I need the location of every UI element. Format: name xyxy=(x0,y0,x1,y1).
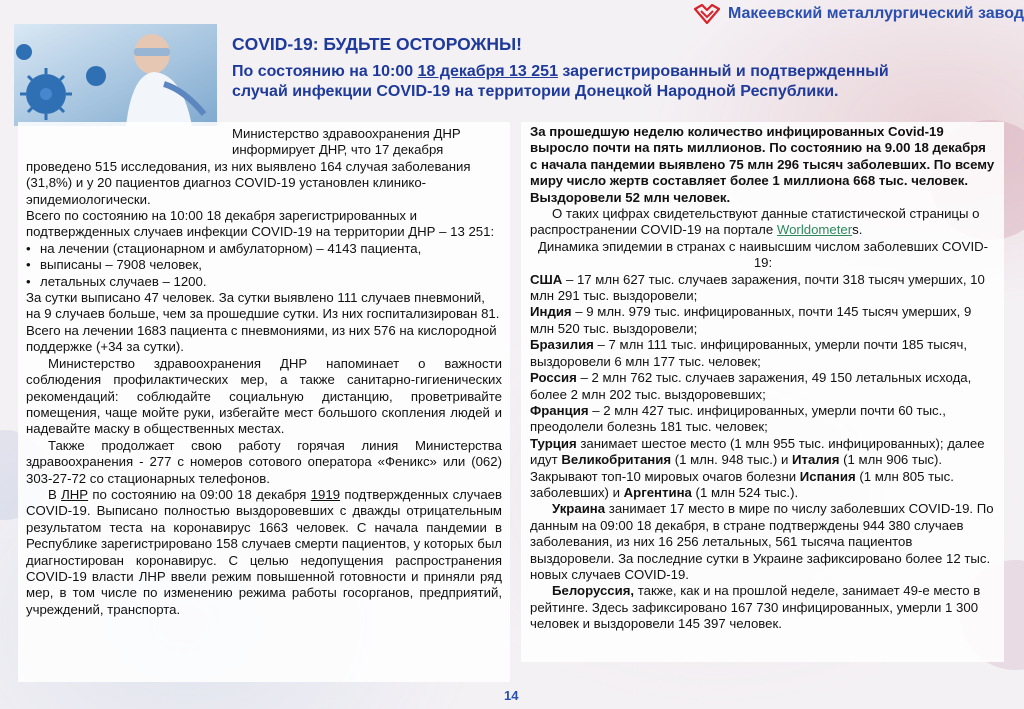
country-turkey-top10: Турция занимает шестое место (1 млн 955 тыс. инфицированных); далее идут Великобритания (1 млн. 948 тыс.) и Италия (1 млн 906 тыс). Закрывают топ-10 мировых очагов болезни Испания (1 млн 805 тыс. заболевших) и Аргентина (1 млн 524 тыс.). xyxy=(530,435,985,500)
lnr-count: 1919 xyxy=(310,486,341,502)
country-belarus: Белоруссия, также, как и на прошлой неделе, занимает 49-е место в рейтинге. Здесь зафиксировано 167 730 инфицированных, умерли 1 300 человек и выздоровели 145 397 человек. xyxy=(530,583,981,632)
country-brazil: Бразилия – 7 млн 111 тыс. инфицированных, умерли почти 185 тысяч, выздоровели 6 млн 177 тыс. человек; xyxy=(530,337,968,369)
dnr-bullet-treatment: • на лечении (стационарном и амбулаторном) – 4143 пациента, xyxy=(26,241,502,257)
lnr-link: ЛНР xyxy=(61,486,89,502)
dnr-bullet-deaths: • летальных случаев – 1200. xyxy=(26,274,502,290)
dynamics-title: Динамика эпидемии в странах с наивысшим числом заболевших COVID-19: xyxy=(537,238,989,271)
worldometers-link[interactable]: Worldometer xyxy=(776,222,853,238)
country-india: Индия – 9 млн. 979 тыс. инфицированных, почти 145 тысяч умерших, 9 млн 520 тыс. выздоровели; xyxy=(530,304,972,336)
world-summary-bold: За прошедшую неделю количество инфицированных Covid-19 выросло почти на пять миллионов. По состоянию на 9.00 18 декабря с начала пандемии выявлено 75 млн 296 тысяч заболевших. По всему миру число жертв составляет более 1 миллиона 668 тыс. человек. Выздоровели 52 млн человек. xyxy=(530,124,995,205)
company-name: Макеевский металлургический завод xyxy=(728,5,1024,22)
subtitle-date-count: 18 декабря 13 251 xyxy=(417,63,558,80)
country-france: Франция – 2 млн 427 тыс. инфицированных, умерли почти 60 тыс., преодолели болезнь 181 тыс. человек; xyxy=(530,402,946,435)
country-russia: Россия – 2 млн 762 тыс. случаев заражения, 49 150 летальных исхода, более 2 млн 202 тыс. выздоровевших; xyxy=(530,370,972,402)
lnr-text: В ЛНР по состоянию на 09:00 18 декабря 1919 подтвержденных случаев COVID-19. Выписано полностью выздоровевших с дважды отрицательным результатом теста на коронавирус 1663 человек. С начала пандемии в Республике зарегистрировано 158 случаев смерти пациентов, у которых был диагностирован коронавирус. С целью недопущения распространения COVID-19 власти ЛНР ввели режим повышенной готовности и приняли ряд мер, в том числе по изменению режима работы госорганов, предприятий, учреждений, транспорта. xyxy=(26,486,502,617)
page-title: COVID-19: БУДЬТЕ ОСТОРОЖНЫ! xyxy=(232,34,522,54)
dnr-intro-line2: информирует ДНР, что 17 декабря xyxy=(232,142,444,158)
dnr-intro-line1: Министерство здравоохранения ДНР xyxy=(232,126,461,141)
country-usa: США – 17 млн 627 тыс. случаев заражения, почти 318 тысяч умерших, 10 млн 291 тыс. выздоровели; xyxy=(530,271,985,304)
hero-image-lab-virus xyxy=(14,24,217,126)
dnr-intro-text: проведено 515 исследования, из них выявлено 164 случая заболевания (31,8%) и у 20 пациентов диагноз COVID-19 установлен клинико-эпидемиологически. xyxy=(26,158,471,207)
dnr-prevention-text: Министерство здравоохранения ДНР напоминает о важности соблюдения профилактических мер, а также санитарно-гигиенических рекомендаций: соблюдайте социальную дистанцию, проветривайте помещения, чаще мойте руки, избегайте мест большого скопления людей и надевайте маску в общественных местах. xyxy=(26,355,502,437)
right-column xyxy=(530,124,996,633)
page-subtitle: По состоянию на 10:00 18 декабря 13 251 зарегистрированный и подтвержденный случай инфекции COVID-19 на территории Донецкой Народной Республики. xyxy=(232,63,889,100)
company-logo-icon xyxy=(694,4,720,24)
dnr-bullet-discharged: • выписаны – 7908 человек, xyxy=(26,257,502,273)
dnr-daily-text: За сутки выписано 47 человек. За сутки выявлено 111 случаев пневмоний, на 9 случаев больше, чем за прошедшие сутки. Из них госпитализирован 81. Всего на лечении 1683 пациента с пневмониями, из них 576 на кислородной поддержке (+34 за сутки). xyxy=(26,290,500,355)
page-number: 14 xyxy=(504,688,519,703)
country-ukraine: Украина занимает 17 место в мире по числу заболевших COVID-19. По данным на 09:00 18 декабря, в стране подтверждены 944 380 случаев заболевания, из них 16 256 летальных, 561 тысяча пациентов выздоровели. За последние сутки в Украине зафиксировано более 12 тыс. новых случаев COVID-19. xyxy=(530,501,994,582)
dnr-total-text: Всего по состоянию на 10:00 18 декабря зарегистрированных и подтвержденных случаев инфекции COVID-19 на территории ДНР – 13 251: xyxy=(26,208,495,240)
hotline-text: Также продолжает свою работу горячая линия Министерства здравоохранения - 277 с номеров сотового оператора «Феникс» или (062) 303-27-72 со стационарных телефонов. xyxy=(26,437,502,486)
source-text: О таких цифрах свидетельствуют данные статистической страницы о распространении COVID-19 на портале Worldometers. xyxy=(530,206,980,238)
left-column xyxy=(26,126,502,618)
company-logo xyxy=(694,4,1024,24)
